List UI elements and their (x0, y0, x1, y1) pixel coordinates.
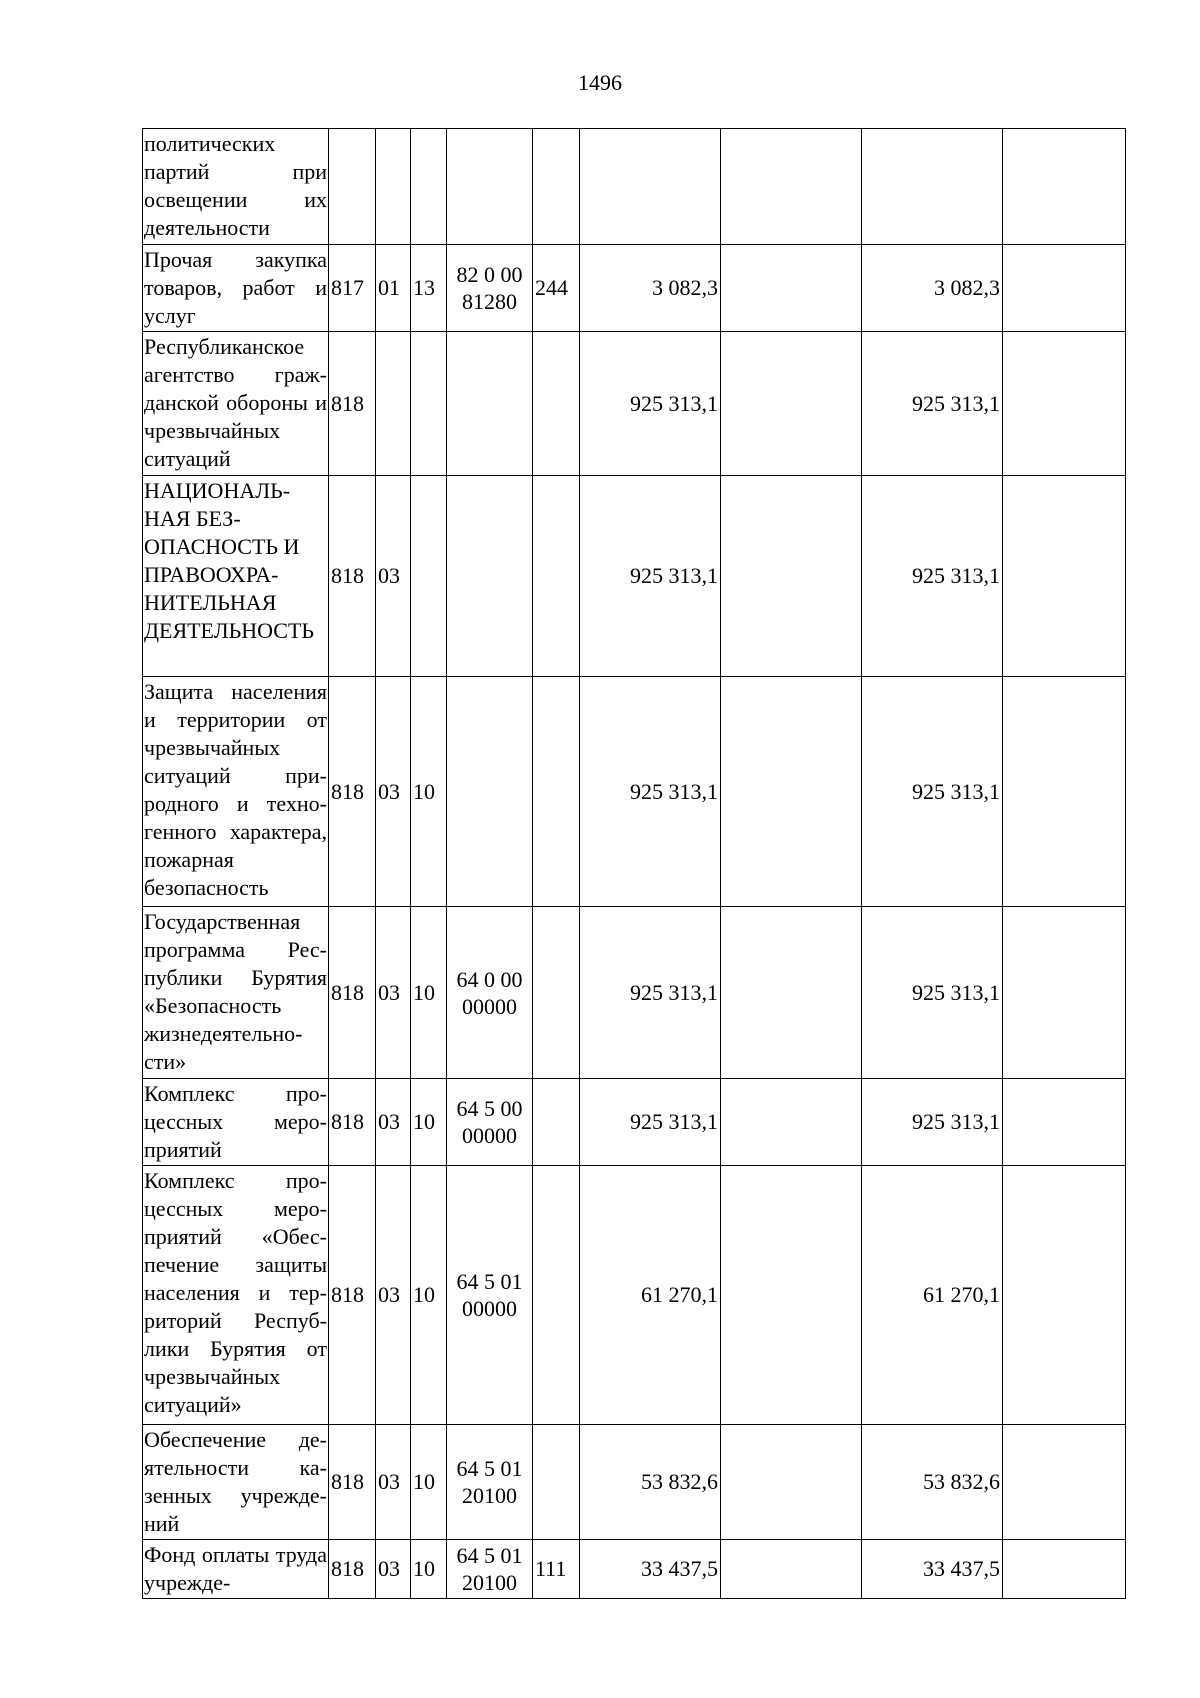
amount-1: 925 313,1 (580, 476, 721, 677)
rz-code: 03 (376, 1166, 411, 1425)
row-description: Комплекс процессных мероприятий «Обеспечение защиты населения и территорий Республики Бурятия от чрезвычайных ситуаций» (143, 1166, 329, 1425)
table-row (143, 332, 1126, 476)
vr-code (533, 1425, 580, 1540)
amount-3: 925 313,1 (862, 1079, 1003, 1166)
rz-code: 03 (376, 476, 411, 677)
amount-3: 925 313,1 (862, 907, 1003, 1079)
page-number: 1496 (578, 70, 622, 95)
amount-2 (721, 332, 862, 476)
csr-code: 64 5 01 20100 (447, 1540, 533, 1599)
table-row (143, 1540, 1126, 1599)
amount-1: 33 437,5 (580, 1540, 721, 1599)
amount-1: 3 082,3 (580, 245, 721, 332)
pr-code: 13 (411, 245, 447, 332)
row-description: Республиканское агентство гражданской обороны и чрезвычайных ситуаций (143, 332, 329, 476)
vr-code: 111 (533, 1540, 580, 1599)
vr-code (533, 907, 580, 1079)
rz-code: 03 (376, 677, 411, 907)
table-row (143, 1425, 1126, 1540)
csr-code: 82 0 00 81280 (447, 245, 533, 332)
vr-code (533, 332, 580, 476)
amount-1 (580, 129, 721, 245)
vr-code (533, 677, 580, 907)
row-description: Обеспечение деятельности казенных учреждений (143, 1425, 329, 1540)
rz-code (376, 332, 411, 476)
amount-1: 925 313,1 (580, 332, 721, 476)
rz-code: 03 (376, 907, 411, 1079)
amount-4 (1003, 1079, 1126, 1166)
amount-2 (721, 907, 862, 1079)
amount-4 (1003, 1425, 1126, 1540)
amount-3: 3 082,3 (862, 245, 1003, 332)
amount-4 (1003, 129, 1126, 245)
amount-3: 33 437,5 (862, 1540, 1003, 1599)
amount-4 (1003, 1540, 1126, 1599)
budget-table (142, 128, 1126, 1599)
vr-code (533, 129, 580, 245)
vr-code (533, 476, 580, 677)
gr-code: 818 (329, 677, 376, 907)
gr-code: 817 (329, 245, 376, 332)
csr-code: 64 5 00 00000 (447, 1079, 533, 1166)
amount-4 (1003, 1166, 1126, 1425)
amount-2 (721, 476, 862, 677)
amount-2 (721, 245, 862, 332)
vr-code (533, 1079, 580, 1166)
pr-code (411, 129, 447, 245)
amount-1: 61 270,1 (580, 1166, 721, 1425)
gr-code: 818 (329, 476, 376, 677)
row-description: Прочая закупка товаров, работ и услуг (143, 245, 329, 332)
amount-4 (1003, 677, 1126, 907)
row-description: НАЦИОНАЛЬНАЯ БЕЗОПАСНОСТЬ И ПРАВООХРАНИТЕЛЬНАЯ ДЕЯТЕЛЬНОСТЬ (143, 476, 329, 677)
pr-code: 10 (411, 1166, 447, 1425)
vr-code: 244 (533, 245, 580, 332)
pr-code (411, 332, 447, 476)
amount-2 (721, 1079, 862, 1166)
amount-4 (1003, 332, 1126, 476)
row-description: Защита населения и территории от чрезвычайных ситуаций природного и техногенного характера, пожарная безопасность (143, 677, 329, 907)
pr-code: 10 (411, 677, 447, 907)
pr-code: 10 (411, 1540, 447, 1599)
table-row (143, 245, 1126, 332)
amount-1: 925 313,1 (580, 1079, 721, 1166)
row-description: Государственная программа Республики Бурятия «Безопасность жизнедеятельности» (143, 907, 329, 1079)
gr-code: 818 (329, 1079, 376, 1166)
amount-3: 925 313,1 (862, 476, 1003, 677)
amount-4 (1003, 245, 1126, 332)
gr-code: 818 (329, 1540, 376, 1599)
rz-code: 03 (376, 1425, 411, 1540)
amount-4 (1003, 476, 1126, 677)
gr-code: 818 (329, 907, 376, 1079)
rz-code (376, 129, 411, 245)
amount-2 (721, 129, 862, 245)
csr-code: 64 5 01 20100 (447, 1425, 533, 1540)
amount-1: 925 313,1 (580, 677, 721, 907)
rz-code: 01 (376, 245, 411, 332)
amount-2 (721, 1166, 862, 1425)
gr-code (329, 129, 376, 245)
csr-code (447, 129, 533, 245)
amount-3: 925 313,1 (862, 332, 1003, 476)
row-description: политических партий при освещении их деятельности (143, 129, 329, 245)
gr-code: 818 (329, 1425, 376, 1540)
amount-3: 925 313,1 (862, 677, 1003, 907)
amount-3 (862, 129, 1003, 245)
amount-4 (1003, 907, 1126, 1079)
csr-code (447, 677, 533, 907)
gr-code: 818 (329, 332, 376, 476)
amount-3: 61 270,1 (862, 1166, 1003, 1425)
amount-2 (721, 677, 862, 907)
amount-1: 53 832,6 (580, 1425, 721, 1540)
table-row (143, 1079, 1126, 1166)
row-description: Комплекс процессных мероприятий (143, 1079, 329, 1166)
pr-code: 10 (411, 907, 447, 1079)
table-row (143, 907, 1126, 1079)
row-description: Фонд оплаты труда учрежде- (143, 1540, 329, 1599)
amount-2 (721, 1540, 862, 1599)
csr-code: 64 0 00 00000 (447, 907, 533, 1079)
csr-code: 64 5 01 00000 (447, 1166, 533, 1425)
pr-code: 10 (411, 1425, 447, 1540)
gr-code: 818 (329, 1166, 376, 1425)
rz-code: 03 (376, 1540, 411, 1599)
pr-code: 10 (411, 1079, 447, 1166)
table-row (143, 677, 1126, 907)
csr-code (447, 332, 533, 476)
csr-code (447, 476, 533, 677)
rz-code: 03 (376, 1079, 411, 1166)
table-row (143, 1166, 1126, 1425)
vr-code (533, 1166, 580, 1425)
amount-1: 925 313,1 (580, 907, 721, 1079)
table-row (143, 129, 1126, 245)
table-row (143, 476, 1126, 677)
amount-2 (721, 1425, 862, 1540)
amount-3: 53 832,6 (862, 1425, 1003, 1540)
pr-code (411, 476, 447, 677)
